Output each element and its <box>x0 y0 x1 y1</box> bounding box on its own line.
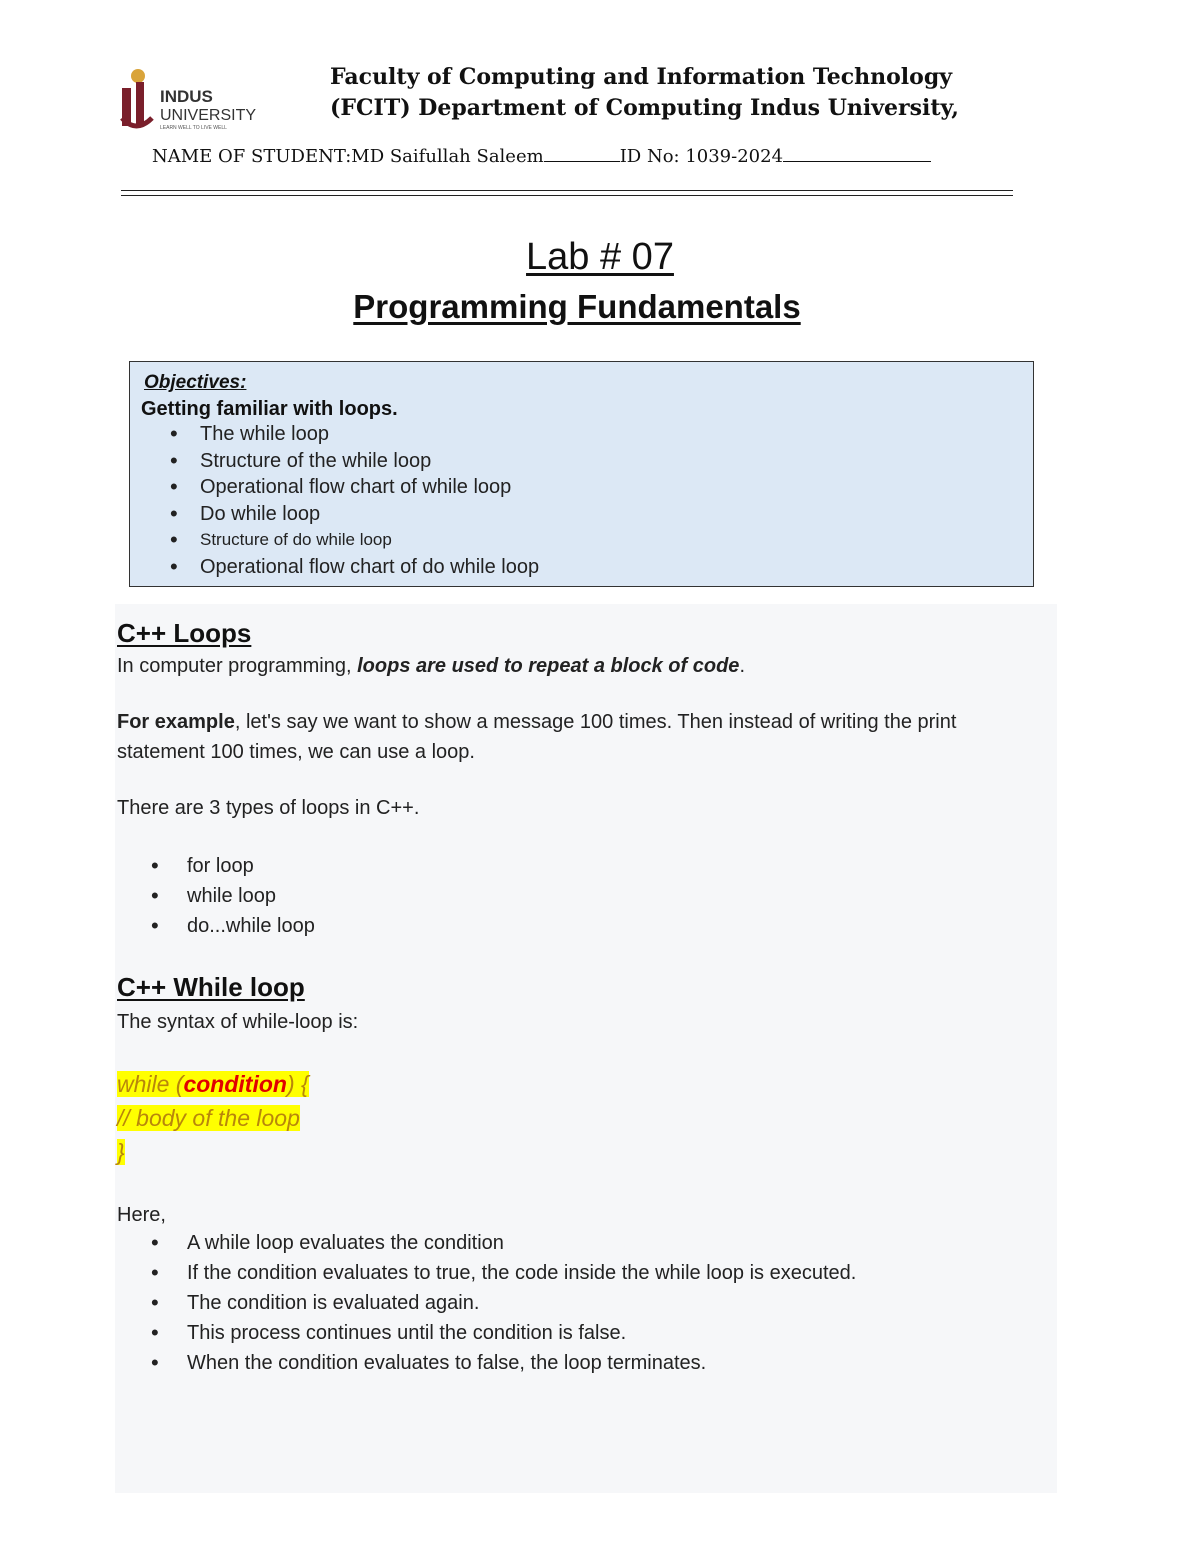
example-label: For example <box>117 711 235 733</box>
code-line-1 <box>117 1071 309 1097</box>
intro-emphasis: loops are used to repeat a block of code <box>357 655 740 677</box>
indus-university-logo <box>116 66 296 136</box>
objectives-subheading: Getting familiar with loops. <box>141 398 398 420</box>
content-panel <box>115 604 1057 1493</box>
student-name: NAME OF STUDENT:MD Saifullah Saleem <box>152 146 544 167</box>
code-line-3: } <box>117 1139 125 1165</box>
list-item: • The condition is evaluated again. <box>151 1288 856 1318</box>
code-line-2: // body of the loop <box>117 1105 300 1131</box>
student-id: ID No: 1039-2024 <box>619 146 784 167</box>
while-loop-heading: C++ While loop <box>117 972 305 1002</box>
header-divider <box>121 195 1013 196</box>
list-item: • do...while loop <box>151 911 315 941</box>
here-label: Here, <box>117 1204 166 1226</box>
objectives-box <box>129 361 1034 587</box>
syntax-intro: The syntax of while-loop is: <box>117 1011 359 1033</box>
list-item: • Operational flow chart of while loop <box>170 474 539 501</box>
logo-text-indus: INDUS <box>160 87 213 106</box>
lab-title: Lab # 07 <box>526 236 674 278</box>
loop-types-list <box>151 851 315 941</box>
blank-line <box>783 161 931 162</box>
list-item: • This process continues until the condition is false. <box>151 1318 856 1348</box>
example-paragraph <box>117 707 1037 767</box>
list-item: • Structure of the while loop <box>170 448 539 475</box>
example-text-line2: statement 100 times, we can use a loop. <box>117 741 475 763</box>
list-item: • Operational flow chart of do while loop <box>170 554 539 581</box>
student-info-row <box>152 146 931 167</box>
logo-text-university: UNIVERSITY <box>160 107 257 124</box>
list-item: • A while loop evaluates the condition <box>151 1228 856 1258</box>
objectives-heading: Objectives: <box>144 372 247 393</box>
faculty-title-line1: Faculty of Computing and Information Technology <box>330 64 953 90</box>
intro-text: In computer programming, <box>117 655 358 677</box>
list-item: • The while loop <box>170 421 539 448</box>
header-divider <box>121 190 1013 191</box>
code-brace: ) { <box>286 1071 309 1097</box>
blank-line <box>544 161 620 162</box>
faculty-title-line2: (FCIT) Department of Computing Indus University, <box>330 95 959 121</box>
list-item: • Do while loop <box>170 501 539 528</box>
logo-tagline: LEARN WELL TO LIVE WELL <box>160 125 227 131</box>
list-item: • Structure of do while loop <box>170 527 539 554</box>
while-syntax-code <box>117 1067 309 1169</box>
loops-intro <box>117 651 1037 681</box>
list-item: • When the condition evaluates to false, the loop terminates. <box>151 1348 856 1378</box>
loop-types-intro: There are 3 types of loops in C++. <box>117 797 420 819</box>
list-item: • for loop <box>151 851 315 881</box>
example-text: , let's say we want to show a message 100 times. Then instead of writing the print <box>234 711 957 733</box>
list-item: • while loop <box>151 881 315 911</box>
while-points-list <box>151 1228 856 1378</box>
code-keyword: while ( <box>117 1071 184 1097</box>
intro-suffix: . <box>739 655 745 677</box>
loops-heading: C++ Loops <box>117 618 252 648</box>
objectives-list <box>170 421 539 580</box>
list-item: • If the condition evaluates to true, the code inside the while loop is executed. <box>151 1258 856 1288</box>
course-title: Programming Fundamentals <box>353 288 801 325</box>
code-condition: condition <box>183 1071 287 1097</box>
